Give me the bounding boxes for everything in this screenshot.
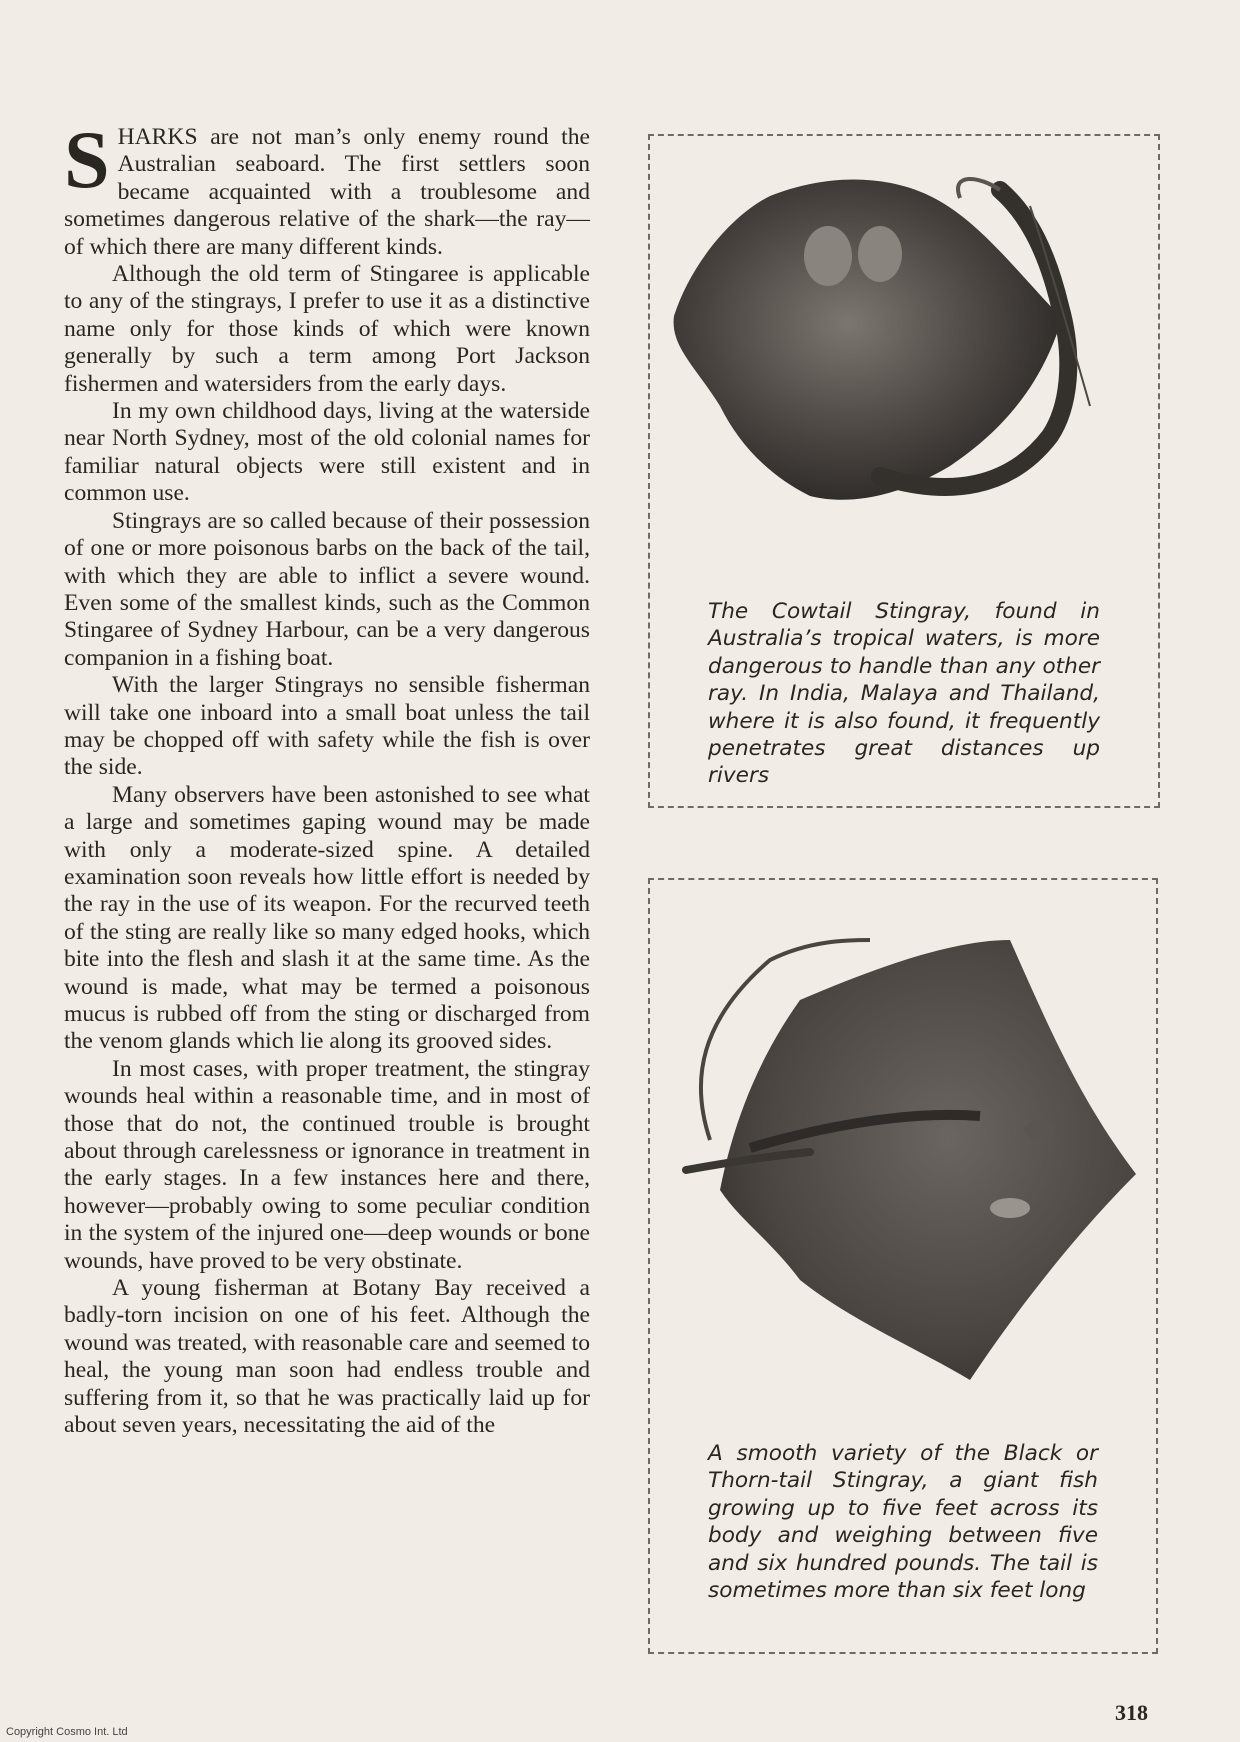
figure-thorn-tail-stingray	[648, 878, 1158, 1654]
page-number: 318	[1115, 1700, 1148, 1725]
paragraph-8: A young fisherman at Botany Bay received a badly-torn incision on one of his feet. Although the wound was treated, with reasonable care and seemed to heal, the young man soon had endless trouble and suffering from it, so that he was practically laid up for about seven years, necessitating the aid of the	[64, 1275, 590, 1439]
figure-2-caption: A smooth variety of the Black or Thorn-tail Stingray, a giant fish growing up to five feet across its body and weighing between five and six hundred pounds. The tail is sometimes more than six feet long	[708, 1441, 1098, 1604]
paragraph-5: With the larger Stingrays no sensible fisherman will take one inboard into a small boat unless the tail may be chopped off with safety while the fish is over the side.	[64, 672, 590, 781]
article-column	[64, 114, 590, 1440]
paragraph-3: In my own childhood days, living at the waterside near North Sydney, most of the old colonial names for familiar natural objects were still existent and in common use.	[64, 398, 590, 507]
figure-1-caption: The Cowtail Stingray, found in Australia’s tropical waters, is more dangerous to handle than any other ray. In India, Malaya and Thailand, where it is also found, it frequently penetrates great distances up rivers	[708, 599, 1100, 789]
paragraph-2: Although the old term of Stingaree is applicable to any of the stingrays, I prefer to use it as a distinctive name only for those kinds of which were known generally by such a term among Port Jackson fishermen and watersiders from the early days.	[64, 261, 590, 397]
thorn-tail-stingray-photo	[650, 880, 1156, 1420]
paragraph-1	[64, 114, 590, 261]
paragraph-7: In most cases, with proper treatment, the stingray wounds heal within a reasonable time, and in most of those that do not, the continued trouble is brought about through carelessness or ignorance in treatment in the early stages. In a few instances here and there, however—probably owing to some peculiar condition in the system of the injured one—deep wounds or bone wounds, have proved to be very obstinate.	[64, 1055, 590, 1274]
drop-cap: S	[64, 114, 110, 205]
copyright-notice: Copyright Cosmo Int. Ltd	[6, 1726, 128, 1738]
cowtail-stingray-photo	[650, 136, 1158, 576]
figure-cowtail-stingray	[648, 134, 1160, 808]
paragraph-4: Stingrays are so called because of their possession of one or more poisonous barbs on the back of the tail, with which they are able to inflict a severe wound. Even some of the smallest kinds, such as the Common Stingaree of Sydney Harbour, can be a very dangerous companion in a fishing boat.	[64, 507, 590, 671]
paragraph-1-text: HARKS are not man’s only enemy round the Australian seaboard. The first settlers soon became acquainted with a troublesome and sometimes dangerous relative of the shark—the ray—of which there are many different kinds.	[64, 124, 590, 260]
paragraph-6: Many observers have been astonished to see what a large and sometimes gaping wound may be made with only a moderate-sized spine. A detailed examination soon reveals how little effort is needed by the ray in the use of its weapon. For the recurved teeth of the sting are really like so many edged hooks, which bite into the flesh and slash it at the same time. As the wound is made, what may be termed a poisonous mucus is rubbed off from the sting or discharged from the venom glands which lie along its grooved sides.	[64, 781, 590, 1055]
